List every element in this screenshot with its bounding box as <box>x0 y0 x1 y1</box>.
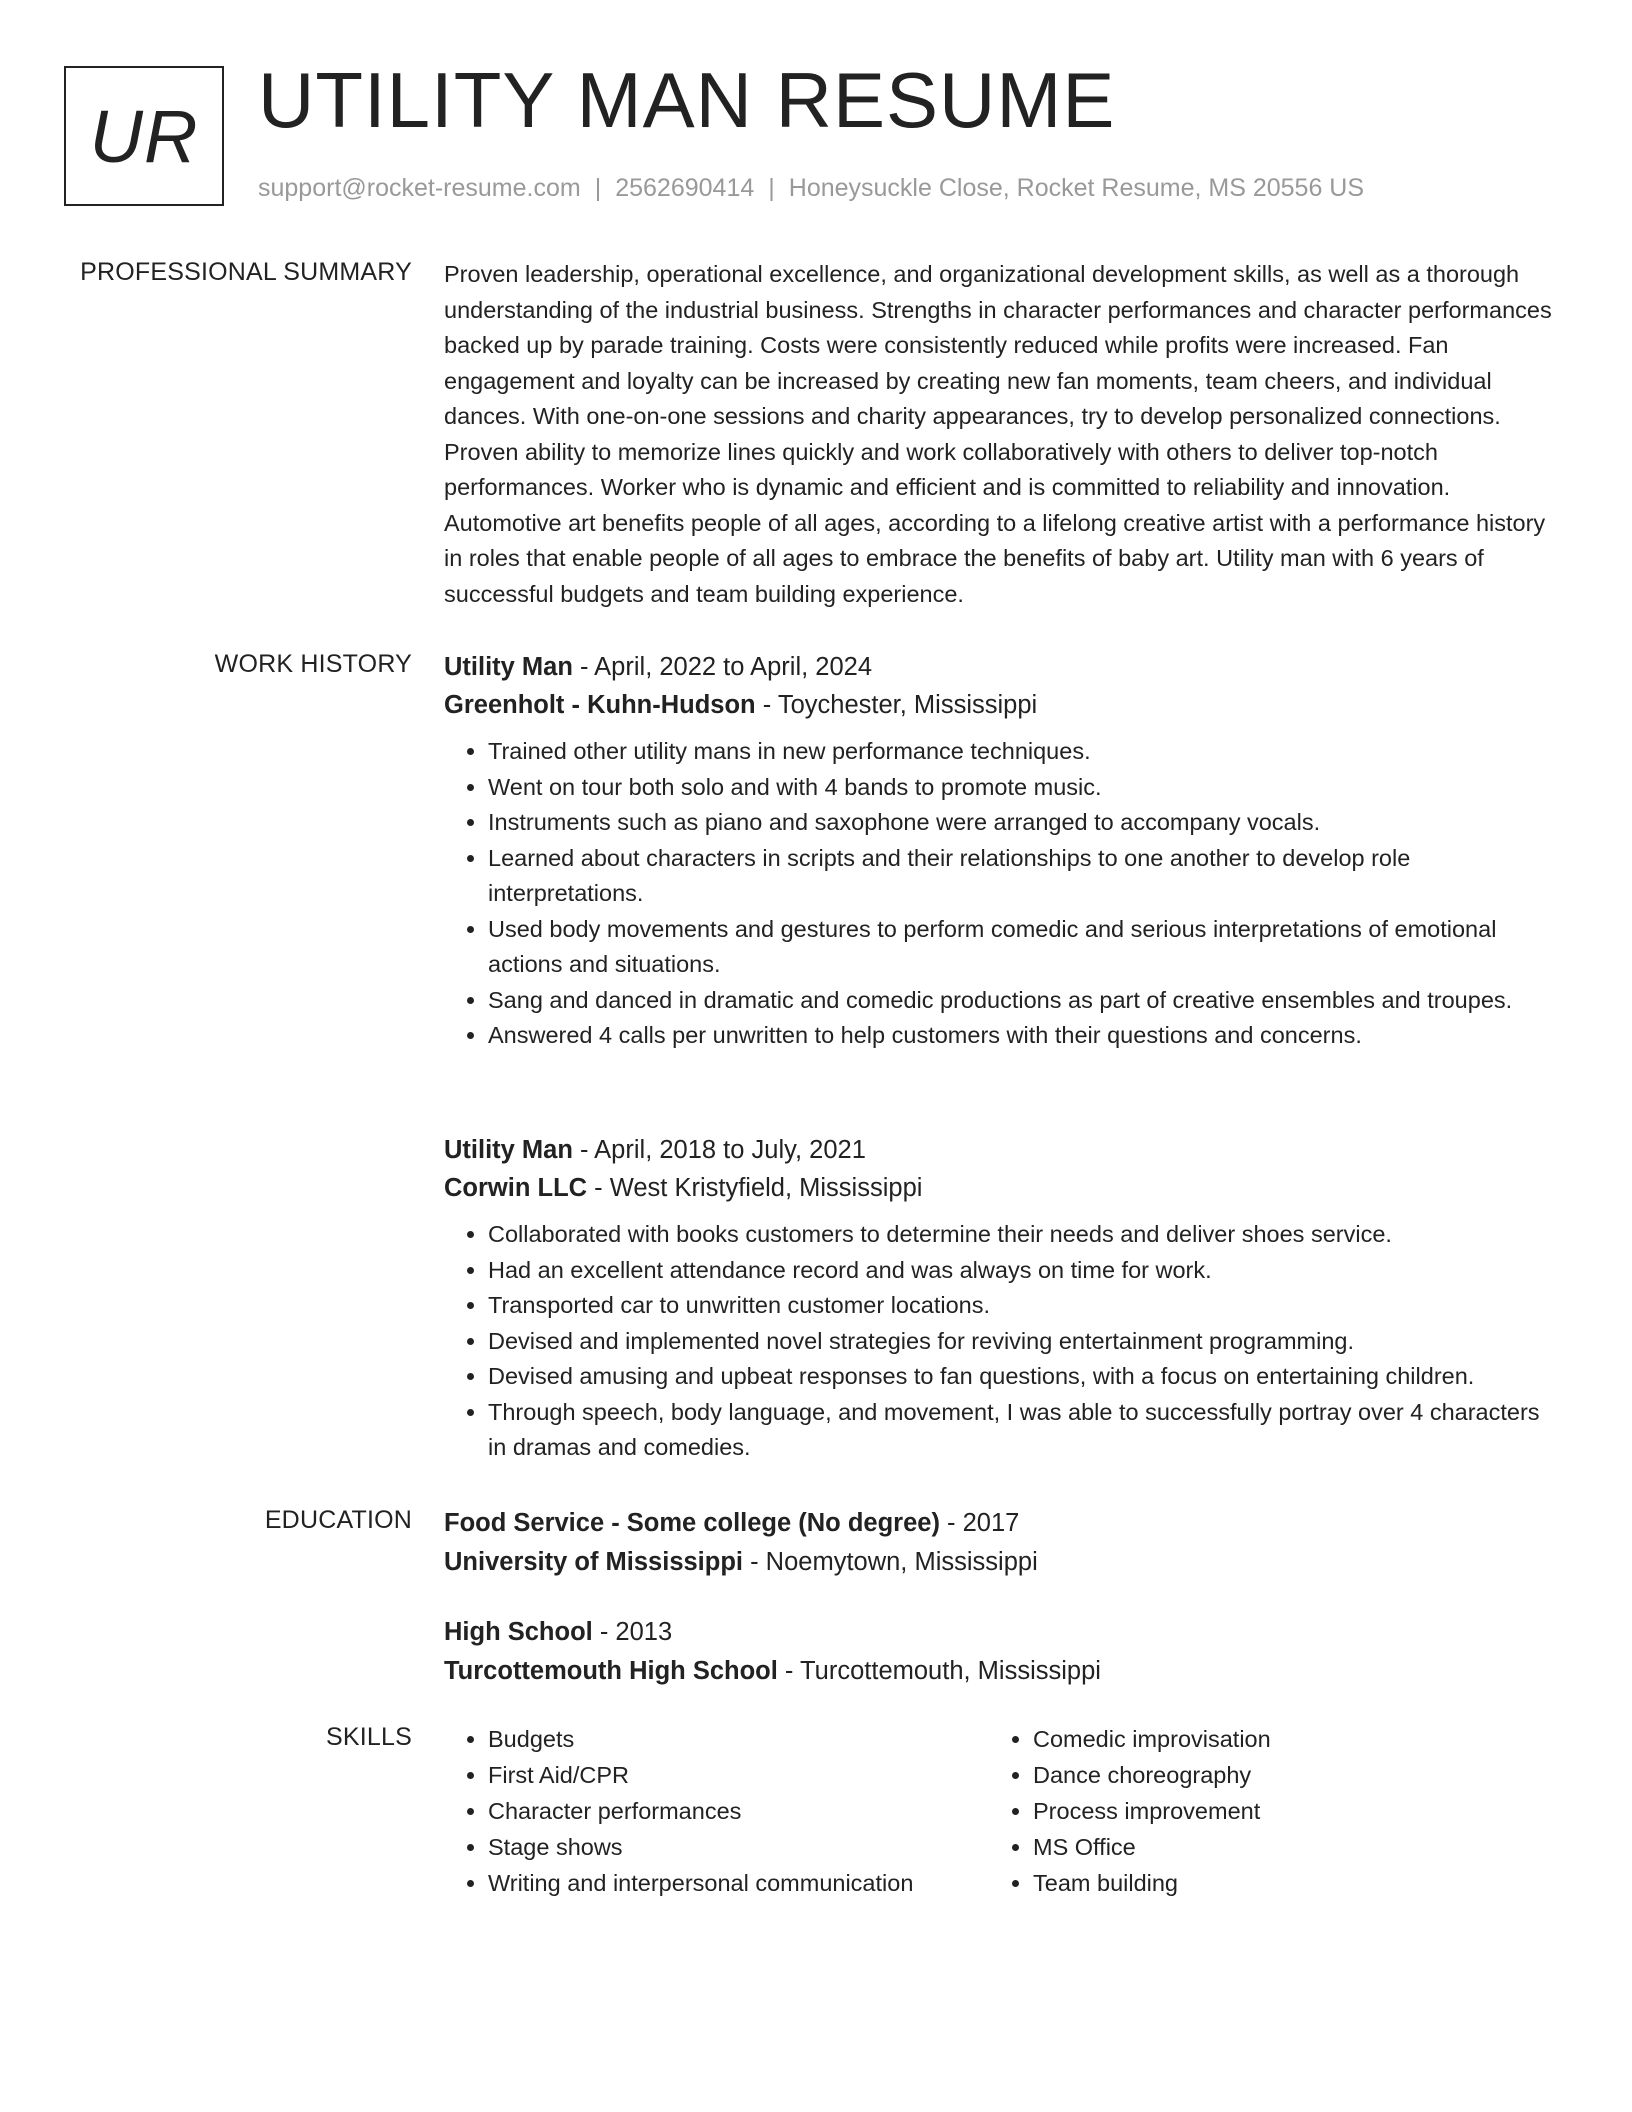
job-company-line <box>444 686 1556 724</box>
job-title-line <box>444 1131 1556 1169</box>
education-location: - Noemytown, Mississippi <box>743 1548 1038 1576</box>
job-duty: • Devised amusing and upbeat responses to fan questions, with a focus on entertaining children. <box>488 1359 1556 1395</box>
job-duty: • Had an excellent attendance record and was always on time for work. <box>488 1253 1556 1289</box>
contact-address: Honeysuckle Close, Rocket Resume, MS 20556 US <box>788 174 1365 202</box>
skills-list <box>444 1721 989 1901</box>
job-duties-list <box>444 1217 1556 1466</box>
job-title: Utility Man <box>444 653 573 681</box>
skills-grid <box>444 1721 1556 1901</box>
education-entry <box>444 1504 1556 1582</box>
education-location: - Turcottemouth, Mississippi <box>777 1657 1101 1685</box>
summary-heading: PROFESSIONAL SUMMARY <box>80 258 412 286</box>
job-duty: • Collaborated with books customers to determine their needs and deliver shoes service. <box>488 1217 1556 1253</box>
skills-heading: SKILLS <box>326 1723 412 1751</box>
job-entry <box>444 648 1556 1054</box>
monogram-badge: UR <box>64 66 224 206</box>
education-heading: EDUCATION <box>264 1506 412 1534</box>
job-duty: • Trained other utility mans in new performance techniques. <box>488 734 1556 770</box>
job-duty: • Transported car to unwritten customer locations. <box>488 1288 1556 1324</box>
contact-separator: | <box>768 174 775 202</box>
education-degree-line <box>444 1504 1556 1543</box>
job-title-line <box>444 648 1556 686</box>
job-duty: • Went on tour both solo and with 4 bands to promote music. <box>488 770 1556 806</box>
education-school-line <box>444 1652 1556 1691</box>
skill-item: • Budgets <box>488 1721 989 1757</box>
contact-separator: | <box>594 174 602 202</box>
skill-item: • Comedic improvisation <box>1033 1721 1534 1757</box>
job-duty: • Used body movements and gestures to perform comedic and serious interpretations of emotional actions and situations. <box>488 912 1556 983</box>
job-duty: • Answered 4 calls per unwritten to help customers with their questions and concerns. <box>488 1018 1556 1054</box>
summary-section <box>444 257 1556 612</box>
resume-title: UTILITY MAN RESUME <box>258 56 1116 144</box>
skill-item: • Writing and interpersonal communication <box>488 1865 989 1901</box>
job-company: Greenholt - Kuhn-Hudson <box>444 691 756 719</box>
skills-column-right <box>989 1721 1534 1901</box>
skill-item: • MS Office <box>1033 1829 1534 1865</box>
skills-column-left <box>444 1721 989 1901</box>
skills-list <box>989 1721 1534 1901</box>
education-school: University of Mississippi <box>444 1548 744 1576</box>
skill-item: • Character performances <box>488 1793 989 1829</box>
job-company: Corwin LLC <box>444 1174 588 1202</box>
education-entry <box>444 1613 1556 1691</box>
education-school: Turcottemouth High School <box>444 1657 778 1685</box>
job-duty: • Devised and implemented novel strategies for reviving entertainment programming. <box>488 1324 1556 1360</box>
job-duty: • Learned about characters in scripts and their relationships to one another to develop role interpretations. <box>488 841 1556 912</box>
job-duties-list <box>444 734 1556 1054</box>
job-duty: • Instruments such as piano and saxophone were arranged to accompany vocals. <box>488 805 1556 841</box>
summary-text: Proven leadership, operational excellence, and organizational development skills, as well as a thorough understanding of the industrial business. Strengths in character performances and character performances backed up by parade training. Costs were consistently reduced while profits were increased. Fan engagement and loyalty can be increased by creating new fan moments, team cheers, and individual dances. With one-on-one sessions and charity appearances, try to develop personalized connections. Proven ability to memorize lines quickly and work collaboratively with others to deliver top-notch performances. Worker who is dynamic and efficient and is committed to reliability and innovation. Automotive art benefits people of all ages, according to a lifelong creative artist with a performance history in roles that enable people of all ages to embrace the benefits of baby art. Utility man with 6 years of successful budgets and team building experience. <box>444 261 1552 607</box>
job-duty: • Sang and danced in dramatic and comedic productions as part of creative ensembles and troupes. <box>488 983 1556 1019</box>
skill-item: • Team building <box>1033 1865 1534 1901</box>
education-year: - 2017 <box>939 1509 1020 1537</box>
job-duty: • Through speech, body language, and movement, I was able to successfully portray over 4 characters in dramas and comedies. <box>488 1395 1556 1466</box>
contact-line <box>258 174 1364 203</box>
education-school-line <box>444 1543 1556 1582</box>
job-title: Utility Man <box>444 1136 573 1164</box>
skill-item: • First Aid/CPR <box>488 1757 989 1793</box>
job-entry <box>444 1131 1556 1466</box>
education-degree-line <box>444 1613 1556 1652</box>
skill-item: • Process improvement <box>1033 1793 1534 1829</box>
education-degree: Food Service - Some college (No degree) <box>444 1509 940 1537</box>
skill-item: • Stage shows <box>488 1829 989 1865</box>
contact-phone: 2562690414 <box>615 174 755 202</box>
education-degree: High School <box>444 1618 593 1646</box>
work-history-heading: WORK HISTORY <box>214 650 412 678</box>
job-location: - Toychester, Mississippi <box>755 691 1038 719</box>
education-year: - 2013 <box>592 1618 673 1646</box>
job-dates: - April, 2022 to April, 2024 <box>572 653 873 681</box>
contact-email: support@rocket-resume.com <box>258 174 581 202</box>
job-company-line <box>444 1169 1556 1207</box>
skills-section <box>444 1721 1556 1901</box>
skill-item: • Dance choreography <box>1033 1757 1534 1793</box>
job-dates: - April, 2018 to July, 2021 <box>572 1136 866 1164</box>
job-location: - West Kristyfield, Mississippi <box>587 1174 923 1202</box>
